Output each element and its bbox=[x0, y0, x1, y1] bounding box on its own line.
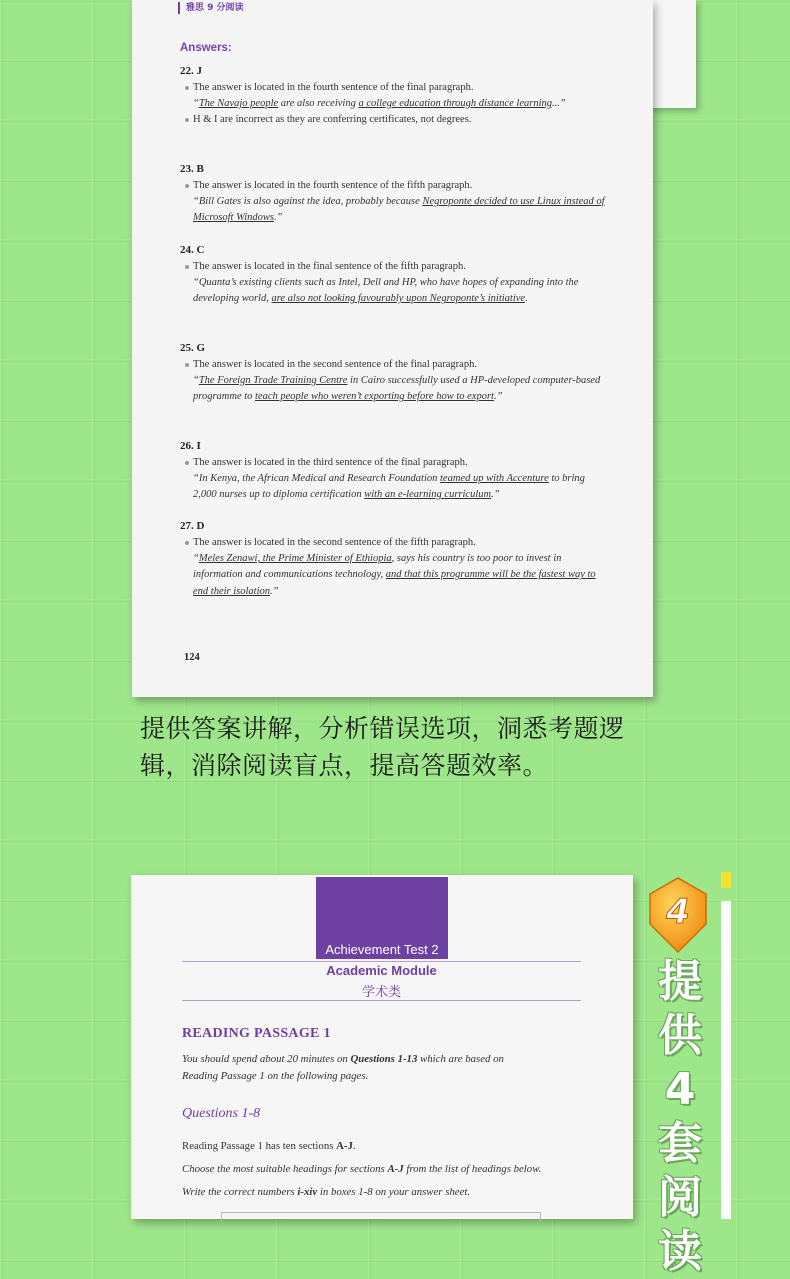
answer-number: 25. G bbox=[180, 342, 206, 354]
answer-quote: “Quanta’s existing clients such as Intel, Dell and HP, who have hopes of expanding into the developing world, are also not looking favourably upon Negroponte’s initiative. bbox=[193, 277, 579, 305]
passage-title: READING PASSAGE 1 bbox=[182, 1026, 331, 1041]
module-title: Academic Module bbox=[326, 963, 437, 978]
answer-quote: “The Navajo people are also receiving a college education through distance learning...” bbox=[193, 98, 566, 109]
instruction-line bbox=[182, 1140, 356, 1152]
side-char: 阅 bbox=[658, 1172, 702, 1223]
caption-text bbox=[140, 710, 660, 784]
instruction-text: Write the correct numbers bbox=[182, 1186, 298, 1198]
instruction-text: You should spend about 20 minutes on bbox=[182, 1053, 351, 1065]
passage-instruction bbox=[182, 1051, 572, 1085]
side-char: 4 bbox=[664, 1064, 696, 1115]
answer-number: 27. D bbox=[180, 520, 205, 532]
instruction-bold: A-J bbox=[336, 1140, 353, 1152]
answer-item bbox=[180, 64, 610, 128]
answer-item bbox=[180, 439, 610, 504]
page-header: 雅思 9 分阅读 bbox=[178, 2, 244, 14]
answer-explanation: The answer is located in the second sentence of the fifth paragraph. bbox=[180, 535, 610, 551]
answer-number: 26. I bbox=[180, 440, 201, 452]
instruction-bold: A-J bbox=[387, 1163, 404, 1175]
side-char: 供 bbox=[658, 1010, 702, 1061]
answer-number: 22. J bbox=[180, 65, 202, 77]
answer-quote: “Bill Gates is also against the idea, probably because Negroponte decided to use Linux instead of Microsoft Windows.” bbox=[193, 196, 605, 224]
instruction-text: Reading Passage 1 has ten sections bbox=[182, 1140, 337, 1152]
accent-marker bbox=[721, 872, 731, 888]
caption-line-2: 辑，消除阅读盲点，提高答题效率。 bbox=[140, 751, 549, 780]
answer-number: 24. C bbox=[180, 244, 205, 256]
badge-shield-icon bbox=[644, 876, 712, 956]
answers-heading: Answers: bbox=[180, 42, 232, 54]
answer-explanation: The answer is located in the final sentence of the fifth paragraph. bbox=[180, 259, 610, 275]
side-char: 读 bbox=[658, 1226, 702, 1277]
answer-number: 23. B bbox=[180, 163, 204, 175]
test-page bbox=[131, 875, 633, 1219]
instruction-text: in boxes 1-8 on your answer sheet. bbox=[317, 1186, 471, 1198]
divider bbox=[182, 961, 581, 962]
answers-page bbox=[132, 0, 653, 697]
answer-item bbox=[180, 162, 610, 227]
instruction-text: Reading Passage 1 on the following pages. bbox=[182, 1070, 369, 1082]
answer-explanation: The answer is located in the second sentence of the final paragraph. bbox=[180, 357, 610, 373]
answer-explanation: H & I are incorrect as they are conferring certificates, not degrees. bbox=[180, 112, 610, 128]
page-number: 124 bbox=[184, 652, 200, 663]
answer-explanation: The answer is located in the fourth sentence of the fifth paragraph. bbox=[180, 178, 610, 194]
answer-quote: “In Kenya, the African Medical and Research Foundation teamed up with Accenture to bring 2,000 nurses up to diploma certification with an e-learning curriculum.” bbox=[193, 473, 585, 501]
side-vertical-text bbox=[652, 955, 708, 1279]
headings-list-box bbox=[221, 1212, 541, 1222]
side-rule bbox=[721, 901, 731, 1219]
questions-heading: Questions 1-8 bbox=[182, 1106, 261, 1121]
answer-item bbox=[180, 243, 610, 308]
answer-explanation: The answer is located in the fourth sentence of the final paragraph. bbox=[180, 80, 610, 96]
side-char: 提 bbox=[658, 956, 702, 1007]
side-char: 套 bbox=[658, 1118, 702, 1169]
instruction-line bbox=[182, 1186, 470, 1198]
test-title-box bbox=[316, 877, 448, 959]
answer-item bbox=[180, 341, 610, 406]
module-title-cn: 学术类 bbox=[361, 985, 401, 1000]
instruction-text: from the list of headings below. bbox=[403, 1163, 542, 1175]
instruction-bold: Questions 1-13 bbox=[350, 1053, 418, 1065]
divider bbox=[182, 1000, 581, 1001]
answer-quote: “The Foreign Trade Training Centre in Cairo successfully used a HP-developed computer-based programme to teach people who weren’t exporting before how to export.” bbox=[193, 375, 601, 403]
answer-explanation: The answer is located in the third sentence of the final paragraph. bbox=[180, 455, 610, 471]
number-badge bbox=[644, 876, 712, 944]
answer-quote: “Meles Zenawi, the Prime Minister of Ethiopia, says his country is too poor to invest in information and communications technology, and that this programme will be the fastest way to end their isolation.” bbox=[193, 553, 596, 597]
instruction-line bbox=[182, 1163, 541, 1175]
caption-line-1: 提供答案讲解，分析错误选项，洞悉考题逻 bbox=[140, 714, 625, 743]
instruction-text: . bbox=[352, 1140, 356, 1152]
instruction-bold: i-xiv bbox=[297, 1186, 318, 1198]
test-title: Achievement Test 2 bbox=[325, 942, 439, 957]
answer-item bbox=[180, 519, 610, 600]
instruction-text: which are based on bbox=[417, 1053, 504, 1065]
instruction-text: Choose the most suitable headings for sections bbox=[182, 1163, 388, 1175]
badge-number: 4 bbox=[666, 892, 690, 932]
